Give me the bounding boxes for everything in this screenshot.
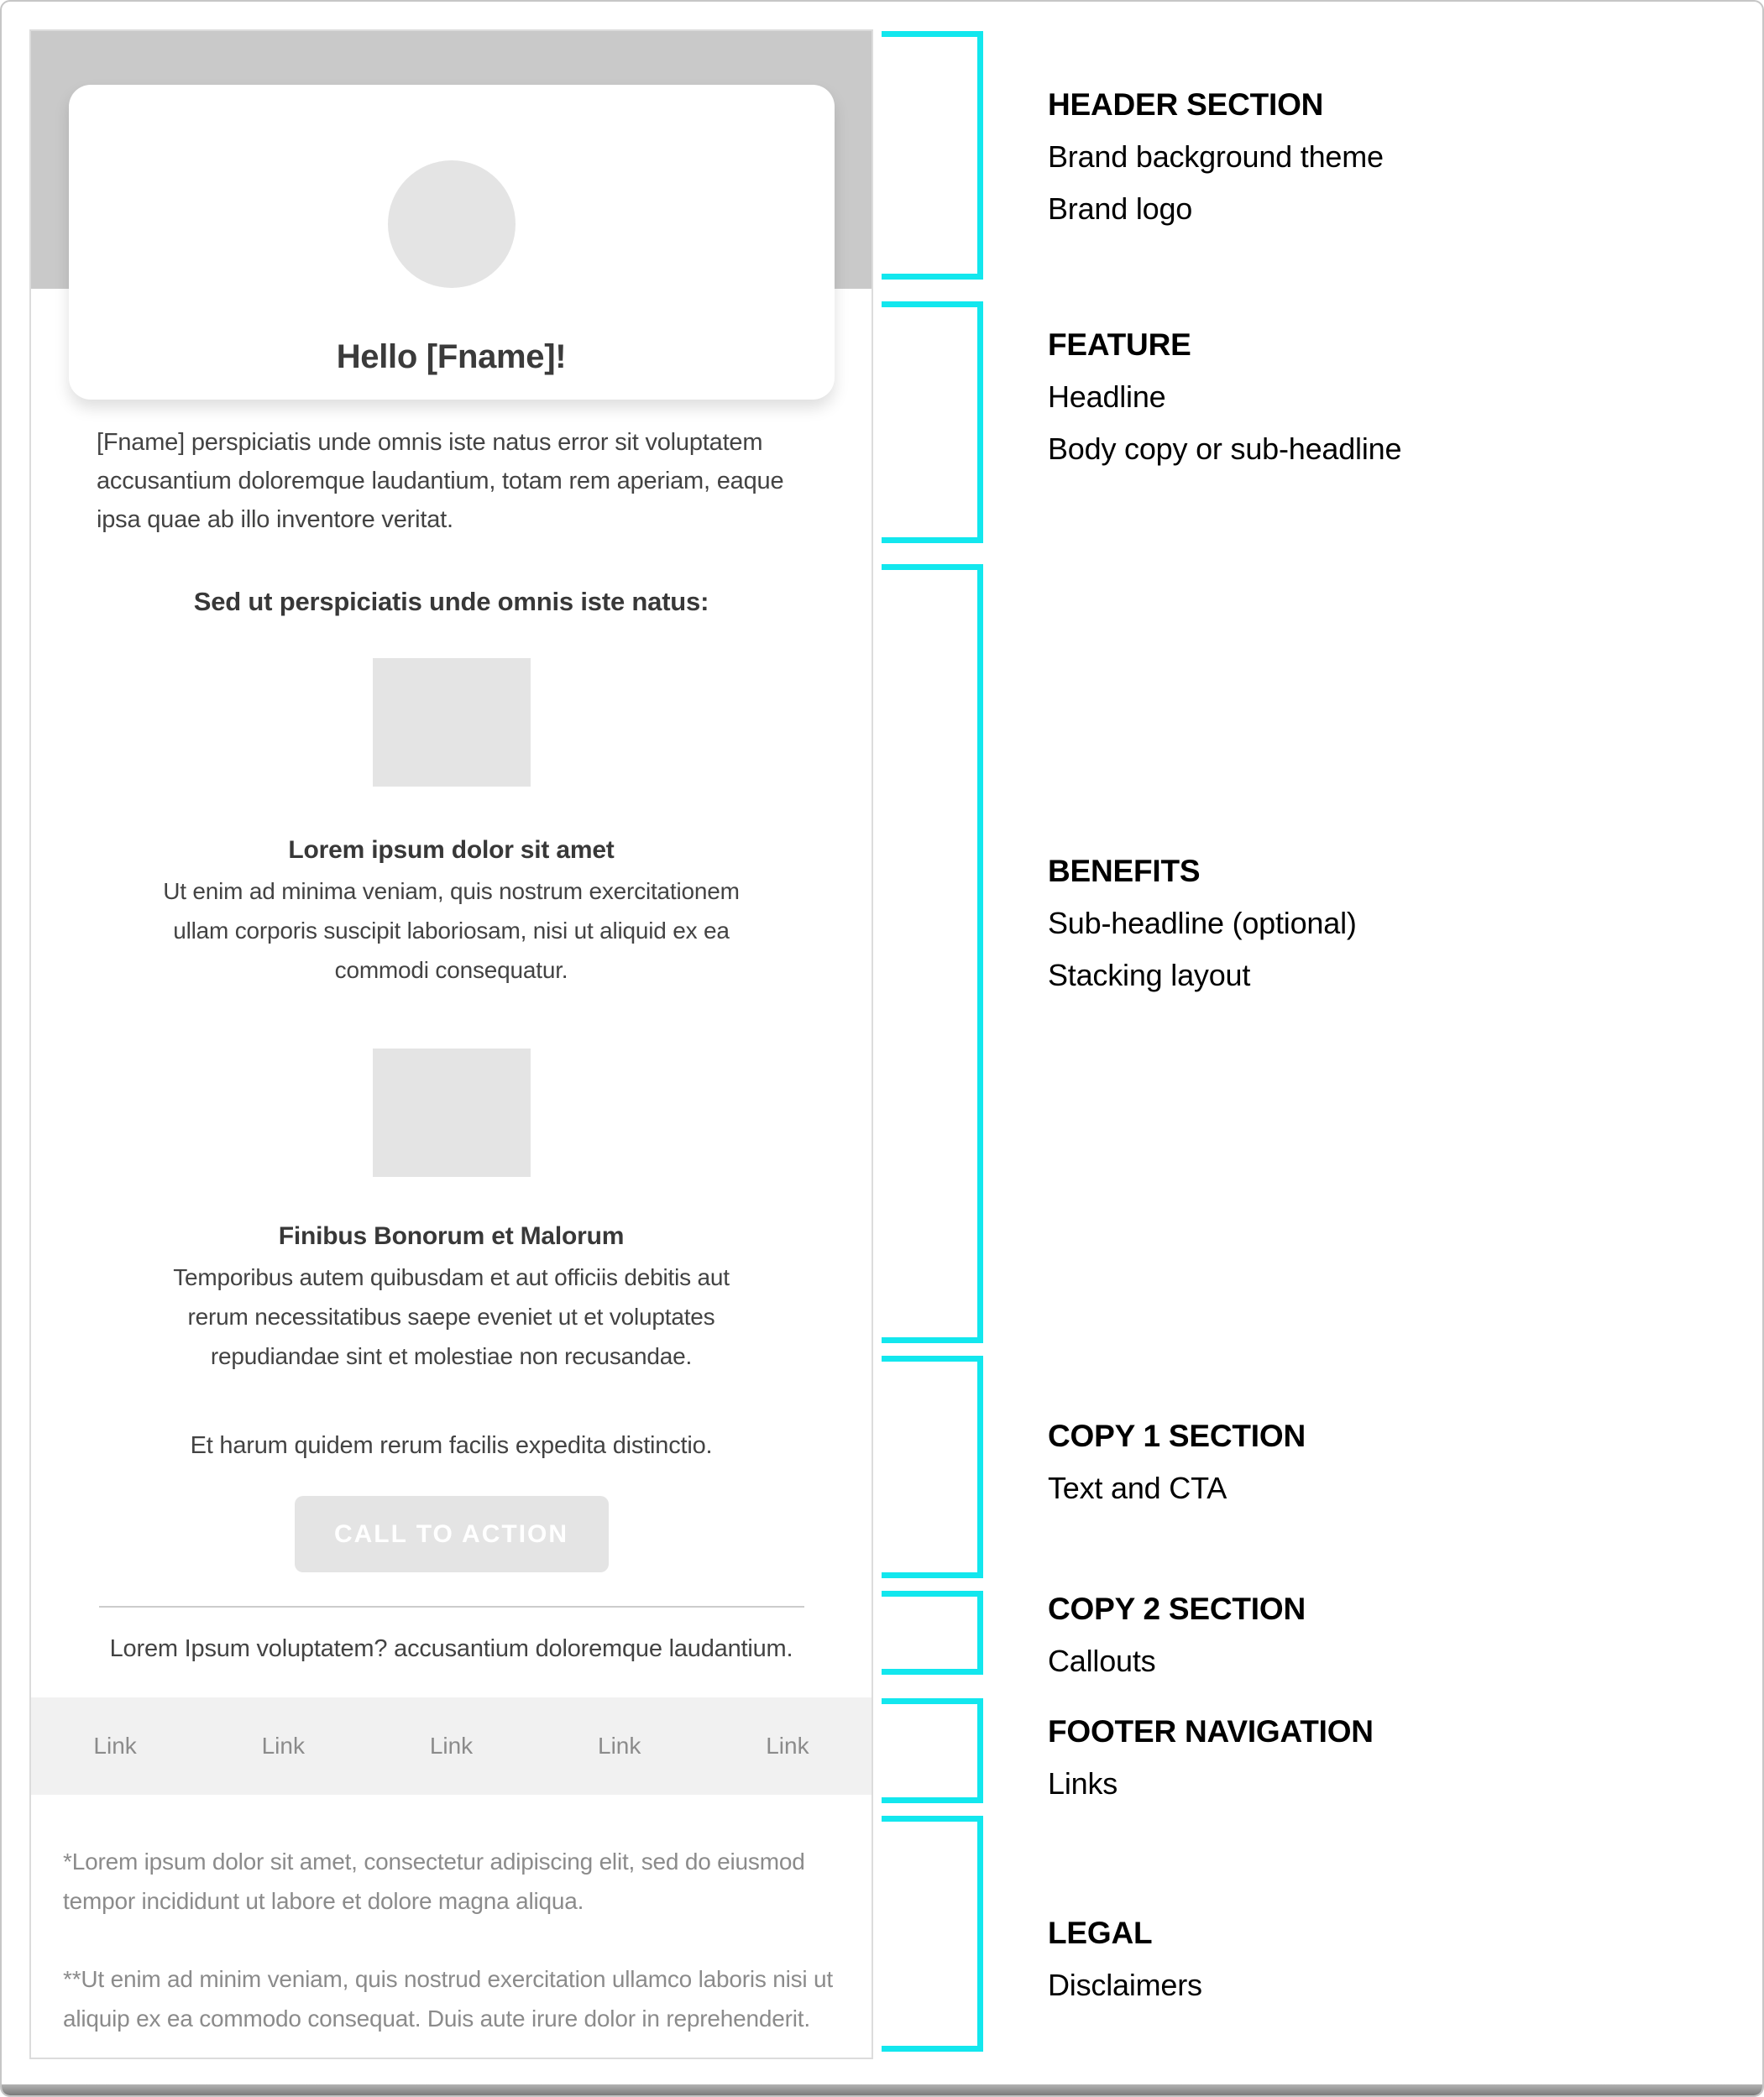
section-bracket-benefits — [882, 564, 983, 1343]
footer-navigation — [31, 1697, 872, 1795]
annotation-header-section — [1048, 79, 1384, 235]
annotation-title: COPY 1 SECTION — [1048, 1419, 1306, 1453]
annotation-line: Stacking layout — [1048, 958, 1251, 992]
annotation-line: Sub-headline (optional) — [1048, 906, 1357, 940]
annotation-line: Brand logo — [1048, 191, 1193, 226]
copy1-text: Et harum quidem rerum facilis expedita distinctio. — [190, 1432, 713, 1459]
annotation-title: BENEFITS — [1048, 854, 1201, 888]
footer-link[interactable]: Link — [429, 1733, 474, 1759]
footer-link[interactable]: Link — [93, 1733, 137, 1759]
annotation-copy1-section — [1048, 1410, 1306, 1514]
annotation-title: HEADER SECTION — [1048, 87, 1324, 122]
benefits-subheadline: Sed ut perspiciatis unde omnis iste natus: — [193, 587, 709, 616]
benefit-item — [31, 1048, 872, 1376]
email-wireframe — [29, 29, 873, 2059]
annotation-title: LEGAL — [1048, 1916, 1153, 1950]
header-card — [69, 85, 835, 400]
section-bracket-footer — [882, 1698, 983, 1803]
legal-disclaimer-2: **Ut enim ad minim veniam, quis nostrud exercitation ullamco laboris nisi ut aliquip ex ea commodo consequat. Duis aute irure dolor in reprehenderit. — [63, 1966, 833, 2032]
annotation-title: COPY 2 SECTION — [1048, 1592, 1306, 1626]
divider — [99, 1606, 804, 1608]
section-bracket-header — [882, 31, 983, 280]
header-section — [31, 31, 872, 375]
footer-link[interactable]: Link — [598, 1733, 641, 1759]
annotation-line: Headline — [1048, 379, 1166, 414]
footer-link[interactable]: Link — [766, 1733, 809, 1759]
annotation-line: Body copy or sub-headline — [1048, 431, 1402, 466]
section-bracket-copy1 — [882, 1356, 983, 1578]
call-to-action-button[interactable]: CALL TO ACTION — [295, 1496, 609, 1572]
benefit-image-placeholder-icon — [373, 658, 531, 787]
annotation-footer-navigation — [1048, 1706, 1374, 1810]
annotation-line: Disclaimers — [1048, 1968, 1202, 2002]
benefit-item — [31, 658, 872, 990]
annotation-line: Links — [1048, 1766, 1118, 1801]
greeting-headline: Hello [Fname]! — [336, 338, 567, 375]
section-bracket-legal — [882, 1816, 983, 2052]
annotation-title: FEATURE — [1048, 327, 1191, 362]
benefit-title: Finibus Bonorum et Malorum — [278, 1222, 625, 1250]
feature-body-copy: [Fname] perspiciatis unde omnis iste natus error sit voluptatem accusantium doloremque laudantium, totam rem aperiam, eaque ipsa quae ab illo inventore veritat. — [97, 429, 784, 533]
benefit-title: Lorem ipsum dolor sit amet — [288, 836, 615, 864]
legal-section — [31, 1795, 872, 2038]
section-bracket-copy2 — [882, 1591, 983, 1675]
annotation-line: Text and CTA — [1048, 1471, 1227, 1505]
annotation-benefits — [1048, 845, 1357, 1001]
legal-disclaimer-1: *Lorem ipsum dolor sit amet, consectetur adipiscing elit, sed do eiusmod tempor incididunt ut labore et dolore magna aliqua. — [63, 1849, 805, 1914]
copy2-callout-text: Lorem Ipsum voluptatem? accusantium doloremque laudantium. — [109, 1635, 793, 1662]
annotation-title: FOOTER NAVIGATION — [1048, 1714, 1374, 1749]
annotation-legal — [1048, 1907, 1202, 2011]
footer-link[interactable]: Link — [261, 1733, 305, 1759]
benefit-body: Ut enim ad minima veniam, quis nostrum exercitationem ullam corporis suscipit laboriosam, nisi ut aliquid ex ea commodi consequatur. — [163, 878, 740, 983]
benefit-body: Temporibus autem quibusdam et aut officiis debitis aut rerum necessitatibus saepe eveniet ut et voluptates repudiandae sint et molestiae non recusandae. — [173, 1264, 730, 1369]
page-bottom-edge — [2, 2084, 1762, 2095]
section-bracket-feature — [882, 301, 983, 543]
annotation-feature — [1048, 319, 1401, 475]
annotation-copy2-section — [1048, 1583, 1306, 1687]
brand-logo-icon — [388, 160, 516, 288]
annotation-line: Brand background theme — [1048, 139, 1384, 174]
annotation-line: Callouts — [1048, 1644, 1156, 1678]
benefit-image-placeholder-icon — [373, 1048, 531, 1177]
